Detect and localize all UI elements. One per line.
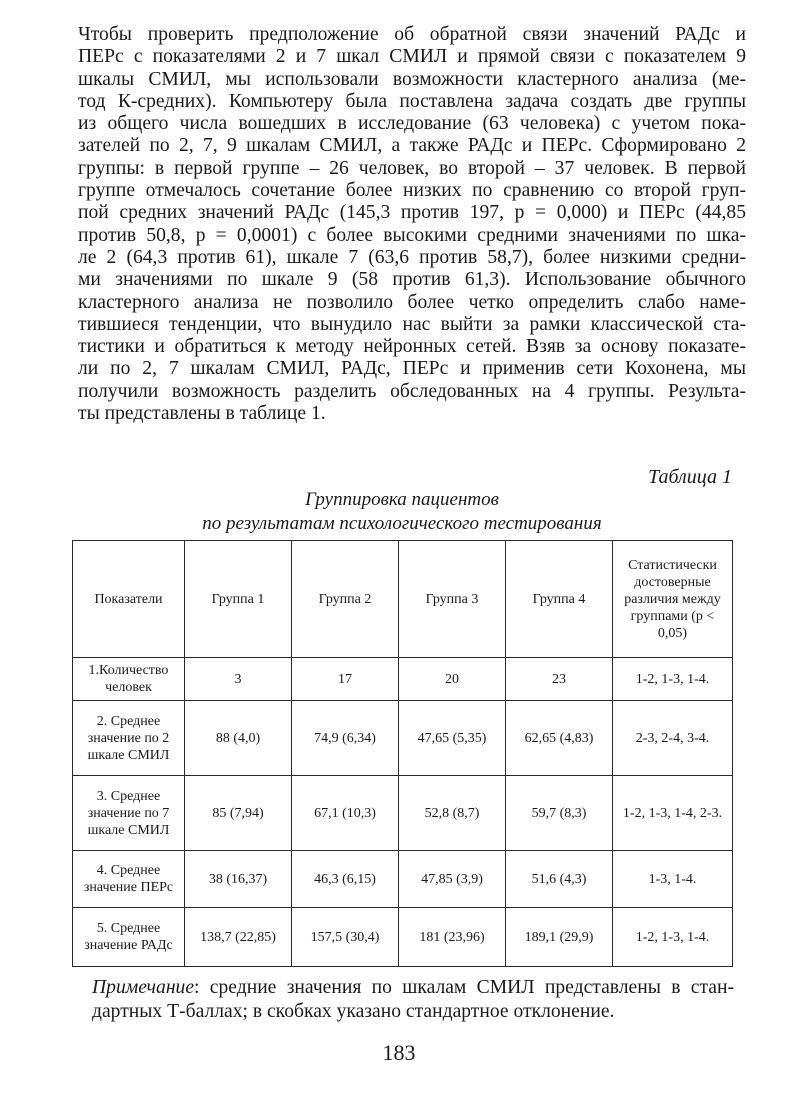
header-cell: Показатели [73,541,185,658]
table-header-row [73,541,733,658]
body-paragraph [78,24,746,425]
text-line: шкалы СМИЛ, мы использовали возможности кластерного анализа (ме- [78,68,746,90]
table-cell: 3. Среднее значение по 7 шкале СМИЛ [73,776,185,851]
table-cell: 74,9 (6,34) [292,701,399,776]
table-row [73,776,733,851]
results-table [72,540,733,967]
table-cell: 23 [506,658,613,701]
text-line: получили возможность разделить обследованных на 4 группы. Результа- [78,380,746,402]
note-label: Примечание [92,977,195,998]
note-line [92,976,734,1000]
text-line: тод К-средних). Компьютеру была поставлена задача создать две группы [78,90,746,112]
table-cell: 4. Среднее значение ПЕРс [73,851,185,908]
text-line: против 50,8, p = 0,0001) с более высокими средними значениями по шка- [78,224,746,246]
table-cell: 47,85 (3,9) [399,851,506,908]
table-cell: 62,65 (4,83) [506,701,613,776]
table-title-line: по результатам психологического тестирования [202,513,602,534]
text-line: группе отмечалось сочетание более низких по сравнению со второй груп- [78,180,746,202]
table-row [73,851,733,908]
table-title [72,488,732,536]
table-cell: 46,3 (6,15) [292,851,399,908]
page-number: 183 [382,1040,416,1065]
table-cell: 51,6 (4,3) [506,851,613,908]
table-cell: 181 (23,96) [399,908,506,967]
table-cell: 52,8 (8,7) [399,776,506,851]
table-cell: 5. Среднее значение РАДс [73,908,185,967]
table-cell: 3 [185,658,292,701]
header-cell: Статистически достоверные различия между группами (p < 0,05) [613,541,733,658]
table-cell: 138,7 (22,85) [185,908,292,967]
text-line: ли по 2, 7 шкалам СМИЛ, РАДс, ПЕРс и применив сети Кохонена, мы [78,358,746,380]
table-cell: 2. Среднее значение по 2 шкале СМИЛ [73,701,185,776]
table-cell: 85 (7,94) [185,776,292,851]
table-cell: 1-3, 1-4. [613,851,733,908]
table-row [73,701,733,776]
table-title-line: Группировка пациентов [305,489,499,510]
text-line: зателей по 2, 7, 9 шкалам СМИЛ, а также РАДс и ПЕРс. Сформировано 2 [78,135,746,157]
table-cell: 59,7 (8,3) [506,776,613,851]
table-cell: 1-2, 1-3, 1-4. [613,908,733,967]
text-line: тистики и обратиться к методу нейронных сетей. Взяв за основу показате- [78,336,746,358]
table-cell: 2-3, 2-4, 3-4. [613,701,733,776]
text-line: ты представлены в таблице 1. [78,403,326,425]
table-caption: Таблица 1 [648,466,732,488]
text-line: ле 2 (64,3 против 61), шкале 7 (63,6 против 58,7), более низкими средни- [78,246,746,268]
text-line: кластерного анализа не позволило более четко определить слабо наме- [78,291,746,313]
text-line: ми значениями по шкале 9 (58 против 61,3). Использование обычного [78,269,746,291]
header-cell: Группа 2 [292,541,399,658]
text-line: пой средних значений РАДс (145,3 против 197, p = 0,000) и ПЕРс (44,85 [78,202,746,224]
table-cell: 1-2, 1-3, 1-4, 2-3. [613,776,733,851]
text-line: из общего числа вошедших в исследование (63 человека) с учетом пока- [78,113,746,135]
text-line: группы: в первой группе – 26 человек, во второй – 37 человек. В первой [78,157,746,179]
table-row [73,658,733,701]
table-cell: 88 (4,0) [185,701,292,776]
table-note [92,976,734,1024]
table-cell: 47,65 (5,35) [399,701,506,776]
header-cell: Группа 1 [185,541,292,658]
table-row [73,908,733,967]
table-cell: 1-2, 1-3, 1-4. [613,658,733,701]
header-cell: Группа 3 [399,541,506,658]
table-cell: 20 [399,658,506,701]
header-cell: Группа 4 [506,541,613,658]
text-line: Чтобы проверить предположение об обратной связи значений РАДс и [78,24,746,45]
table-cell: 17 [292,658,399,701]
text-line: тившиеся тенденции, что вынудило нас выйти за рамки классической ста- [78,313,746,335]
note-line: дартных Т-баллах; в скобках указано стандартное отклонение. [92,1001,615,1022]
table-cell: 189,1 (29,9) [506,908,613,967]
table-cell: 1.Количество человек [73,658,185,701]
table-cell: 38 (16,37) [185,851,292,908]
table-cell: 157,5 (30,4) [292,908,399,967]
table-cell: 67,1 (10,3) [292,776,399,851]
text-line: ПЕРс с показателями 2 и 7 шкал СМИЛ и прямой связи с показателем 9 [78,46,746,68]
note-text: : средние значения по шкалам СМИЛ представлены в стан- [194,977,734,998]
